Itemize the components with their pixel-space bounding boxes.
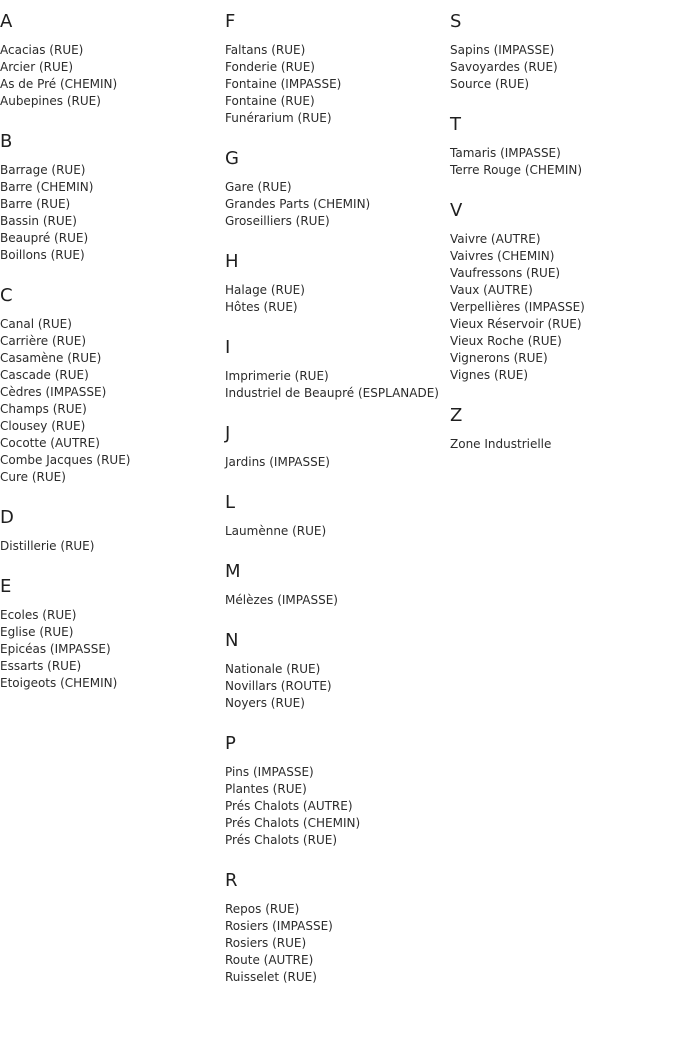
street-link[interactable]: Bassin (RUE) xyxy=(0,214,77,228)
street-link[interactable]: Prés Chalots (CHEMIN) xyxy=(225,816,361,830)
letter-section-j xyxy=(225,423,450,471)
street-link[interactable]: Barre (RUE) xyxy=(0,197,71,211)
street-link[interactable]: Groseilliers (RUE) xyxy=(225,214,330,228)
street-link[interactable]: Terre Rouge (CHEMIN) xyxy=(450,163,583,177)
letter-section-f xyxy=(225,11,450,127)
street-link[interactable]: Epicéas (IMPASSE) xyxy=(0,642,111,656)
letter-heading: J xyxy=(225,423,231,444)
street-link[interactable]: Cèdres (IMPASSE) xyxy=(0,385,107,399)
letter-heading: T xyxy=(450,114,461,135)
street-link[interactable]: Casamène (RUE) xyxy=(0,351,102,365)
street-link[interactable]: Pins (IMPASSE) xyxy=(225,765,314,779)
street-list xyxy=(450,231,675,384)
street-link[interactable]: Hôtes (RUE) xyxy=(225,300,298,314)
street-list xyxy=(225,661,450,712)
street-link[interactable]: Gare (RUE) xyxy=(225,180,292,194)
letter-heading: Z xyxy=(450,405,463,426)
street-list xyxy=(225,592,450,609)
street-link[interactable]: Noyers (RUE) xyxy=(225,696,305,710)
letter-heading: N xyxy=(225,630,239,651)
street-link[interactable]: Tamaris (IMPASSE) xyxy=(450,146,561,160)
letter-section-t xyxy=(450,114,675,179)
street-link[interactable]: Jardins (IMPASSE) xyxy=(225,455,330,469)
street-link[interactable]: Eglise (RUE) xyxy=(0,625,74,639)
letter-heading: A xyxy=(0,11,13,32)
street-list xyxy=(450,145,675,179)
letter-heading: H xyxy=(225,251,239,272)
street-link[interactable]: Aubepines (RUE) xyxy=(0,94,101,108)
letter-heading: S xyxy=(450,11,462,32)
street-link[interactable]: Savoyardes (RUE) xyxy=(450,60,558,74)
street-link[interactable]: Vaivre (AUTRE) xyxy=(450,232,541,246)
street-link[interactable]: Route (AUTRE) xyxy=(225,953,314,967)
street-link[interactable]: Vignerons (RUE) xyxy=(450,351,548,365)
street-link[interactable]: Repos (RUE) xyxy=(225,902,300,916)
street-list xyxy=(225,764,450,849)
street-link[interactable]: Imprimerie (RUE) xyxy=(225,369,329,383)
letter-section-a xyxy=(0,11,225,110)
street-link[interactable]: Cocotte (AUTRE) xyxy=(0,436,100,450)
street-link[interactable]: Novillars (ROUTE) xyxy=(225,679,332,693)
street-link[interactable]: Rosiers (RUE) xyxy=(225,936,307,950)
letter-section-b xyxy=(0,131,225,264)
street-list xyxy=(225,282,450,316)
letter-heading: M xyxy=(225,561,241,582)
street-link[interactable]: Vieux Réservoir (RUE) xyxy=(450,317,582,331)
letter-section-v xyxy=(450,200,675,384)
letter-section-h xyxy=(225,251,450,316)
letter-heading: B xyxy=(0,131,13,152)
street-link[interactable]: Faltans (RUE) xyxy=(225,43,306,57)
street-link[interactable]: Vaivres (CHEMIN) xyxy=(450,249,555,263)
street-list xyxy=(225,454,450,471)
street-link[interactable]: Prés Chalots (RUE) xyxy=(225,833,337,847)
street-link[interactable]: Essarts (RUE) xyxy=(0,659,82,673)
street-link[interactable]: Barrage (RUE) xyxy=(0,163,86,177)
letter-section-d xyxy=(0,507,225,555)
street-link[interactable]: Cure (RUE) xyxy=(0,470,66,484)
street-list xyxy=(450,42,675,93)
street-list xyxy=(225,523,450,540)
street-list xyxy=(225,42,450,127)
street-link[interactable]: Ecoles (RUE) xyxy=(0,608,77,622)
street-link[interactable]: Champs (RUE) xyxy=(0,402,87,416)
street-link[interactable]: Fonderie (RUE) xyxy=(225,60,315,74)
street-link[interactable]: Nationale (RUE) xyxy=(225,662,321,676)
street-link[interactable]: Acacias (RUE) xyxy=(0,43,84,57)
street-link[interactable]: Vaux (AUTRE) xyxy=(450,283,533,297)
street-link[interactable]: Ruisselet (RUE) xyxy=(225,970,317,984)
street-link[interactable]: Zone Industrielle xyxy=(450,437,552,451)
letter-heading: D xyxy=(0,507,14,528)
street-link[interactable]: Grandes Parts (CHEMIN) xyxy=(225,197,371,211)
street-list xyxy=(0,42,225,110)
street-link[interactable]: Canal (RUE) xyxy=(0,317,72,331)
street-link[interactable]: Etoigeots (CHEMIN) xyxy=(0,676,118,690)
street-link[interactable]: Funérarium (RUE) xyxy=(225,111,332,125)
street-link[interactable]: Plantes (RUE) xyxy=(225,782,307,796)
letter-section-m xyxy=(225,561,450,609)
street-link[interactable]: Beaupré (RUE) xyxy=(0,231,89,245)
street-list xyxy=(225,901,450,986)
street-link[interactable]: Fontaine (IMPASSE) xyxy=(225,77,342,91)
letter-section-g xyxy=(225,148,450,230)
street-link[interactable]: Clousey (RUE) xyxy=(0,419,86,433)
letter-heading: C xyxy=(0,285,13,306)
street-link[interactable]: Carrière (RUE) xyxy=(0,334,87,348)
index-column-1 xyxy=(0,11,225,713)
letter-section-e xyxy=(0,576,225,692)
letter-section-z xyxy=(450,405,675,453)
street-link[interactable]: Industriel de Beaupré (ESPLANADE) xyxy=(225,386,439,400)
street-list xyxy=(0,316,225,486)
street-link[interactable]: Barre (CHEMIN) xyxy=(0,180,94,194)
letter-section-r xyxy=(225,870,450,986)
street-link[interactable]: Fontaine (RUE) xyxy=(225,94,315,108)
street-link[interactable]: Vignes (RUE) xyxy=(450,368,529,382)
letter-heading: I xyxy=(225,337,231,358)
letter-heading: F xyxy=(225,11,236,32)
street-list xyxy=(0,538,225,555)
letter-heading: P xyxy=(225,733,236,754)
letter-section-c xyxy=(0,285,225,486)
letter-section-s xyxy=(450,11,675,93)
street-list xyxy=(0,607,225,692)
street-link[interactable]: Vaufressons (RUE) xyxy=(450,266,561,280)
street-link[interactable]: Verpellières (IMPASSE) xyxy=(450,300,585,314)
street-link[interactable]: Sapins (IMPASSE) xyxy=(450,43,555,57)
street-list xyxy=(225,179,450,230)
street-link[interactable]: Distillerie (RUE) xyxy=(0,539,95,553)
letter-section-i xyxy=(225,337,450,402)
street-link[interactable]: As de Pré (CHEMIN) xyxy=(0,77,118,91)
index-column-2 xyxy=(225,11,450,1007)
street-link[interactable]: Combe Jacques (RUE) xyxy=(0,453,131,467)
street-link[interactable]: Boillons (RUE) xyxy=(0,248,85,262)
street-link[interactable]: Cascade (RUE) xyxy=(0,368,89,382)
street-link[interactable]: Vieux Roche (RUE) xyxy=(450,334,562,348)
street-list xyxy=(225,368,450,402)
street-link[interactable]: Halage (RUE) xyxy=(225,283,305,297)
street-list xyxy=(450,436,675,453)
letter-heading: R xyxy=(225,870,238,891)
street-link[interactable]: Source (RUE) xyxy=(450,77,530,91)
street-link[interactable]: Arcier (RUE) xyxy=(0,60,74,74)
street-link[interactable]: Laumènne (RUE) xyxy=(225,524,327,538)
letter-heading: L xyxy=(225,492,236,513)
street-list xyxy=(0,162,225,264)
letter-section-n xyxy=(225,630,450,712)
letter-section-l xyxy=(225,492,450,540)
letter-heading: V xyxy=(450,200,463,221)
street-link[interactable]: Mélèzes (IMPASSE) xyxy=(225,593,338,607)
street-link[interactable]: Prés Chalots (AUTRE) xyxy=(225,799,353,813)
index-column-3 xyxy=(450,11,675,474)
letter-heading: E xyxy=(0,576,12,597)
street-link[interactable]: Rosiers (IMPASSE) xyxy=(225,919,333,933)
letter-section-p xyxy=(225,733,450,849)
letter-heading: G xyxy=(225,148,239,169)
